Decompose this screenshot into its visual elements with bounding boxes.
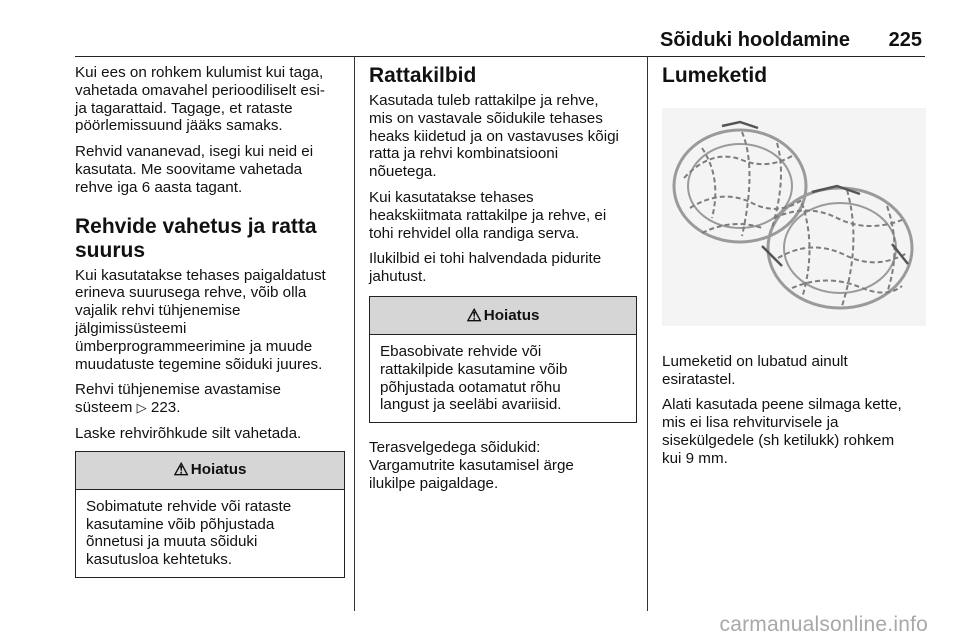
warning-box-tires <box>75 451 345 578</box>
tire-size-paragraph: Kui kasutatakse tehases paigaldatust erineva suurusega rehve, võib olla vajalik rehvi tühjenemise jälgimissüsteemi ümberprogrammeerimine ja muude muudatuste tegemine sõiduki juures. <box>75 266 326 373</box>
pressure-label-paragraph: Laske rehvirõhkude silt vahetada. <box>75 424 302 442</box>
column-divider-1 <box>354 56 355 611</box>
intro-paragraph: Kui ees on rohkem kulumist kui taga, vahetada omavahel perioodiliselt esi- ja tagarattaid. Tagage, et rataste pöörlemissuund jääks samaks. <box>75 64 325 135</box>
column-3 <box>662 64 930 476</box>
snow-chains-paragraph-2: Alati kasutada peene silmaga kette, mis ei lisa rehviturvisele ja sisekülgedele (sh ketilukk) rohkem kui 9 mm. <box>662 396 902 467</box>
page-number: 225 <box>888 29 922 51</box>
section-title: Sõiduki hooldamine <box>659 29 850 51</box>
tire-aging-paragraph: Rehvid vananevad, isegi kui neid ei kasutata. Me soovitame vahetada rehve iga 6 aasta tagant. <box>75 143 314 196</box>
heading-snow-chains: Lumeketid <box>662 64 768 87</box>
warning-text: Ebasobivate rehvide või rattakilpide kasutamine võib põhjustada ootamatut rõhu langust ja seeläbi avariisid. <box>380 342 568 414</box>
heading-tire-change: Rehvide vahetus ja ratta suurus <box>75 214 317 262</box>
column-1 <box>75 64 345 590</box>
steel-rims-paragraph: Terasvelgedega sõidukid: Vargamutrite kasutamisel ärge ilukilpe paigaldage. <box>369 439 574 492</box>
warning-triangle-icon: ⚠ <box>173 460 189 480</box>
snow-chains-illustration <box>662 108 926 326</box>
warning-title: Hoiatus <box>190 461 247 479</box>
snow-chains-paragraph-1: Lumeketid on lubatud ainult esiratastel. <box>662 352 848 388</box>
warning-text: Sobimatute rehvide või rataste kasutamine võib põhjustada õnnetusi ja muuta sõiduki kasutusloa kehtetuks. <box>86 497 292 569</box>
detection-system-paragraph: Rehvi tühjenemise avastamise süsteem ▷ 223. <box>75 381 281 417</box>
page-reference-link[interactable]: 223. <box>150 399 181 417</box>
warning-header <box>76 452 344 490</box>
wheel-covers-paragraph-3: Ilukilbid ei tohi halvendada pidurite jahutust. <box>369 250 602 286</box>
heading-wheel-covers: Rattakilbid <box>369 64 477 87</box>
column-2 <box>369 64 637 501</box>
warning-box-wheel-covers <box>369 296 637 423</box>
column-divider-2 <box>647 56 648 611</box>
page-header <box>0 0 960 56</box>
warning-title: Hoiatus <box>483 306 540 324</box>
wheel-covers-paragraph-2: Kui kasutatakse tehases heakskiitmata rattakilpe ja rehve, ei tohi rehvidel olla randiga serva. <box>369 188 607 242</box>
warning-triangle-icon: ⚠ <box>466 305 482 325</box>
warning-header <box>370 297 636 335</box>
header-divider <box>75 56 925 57</box>
wheel-covers-paragraph-1: Kasutada tuleb rattakilpe ja rehve, mis on vastavale sõidukile tehases heaks kiidetud ja on vastavuses kõigi ratta ja rehvi kombinatsiooni nõuetega. <box>369 92 619 181</box>
page-reference-arrow-icon: ▷ <box>136 400 147 416</box>
watermark: carmanualsonline.info <box>719 613 928 636</box>
